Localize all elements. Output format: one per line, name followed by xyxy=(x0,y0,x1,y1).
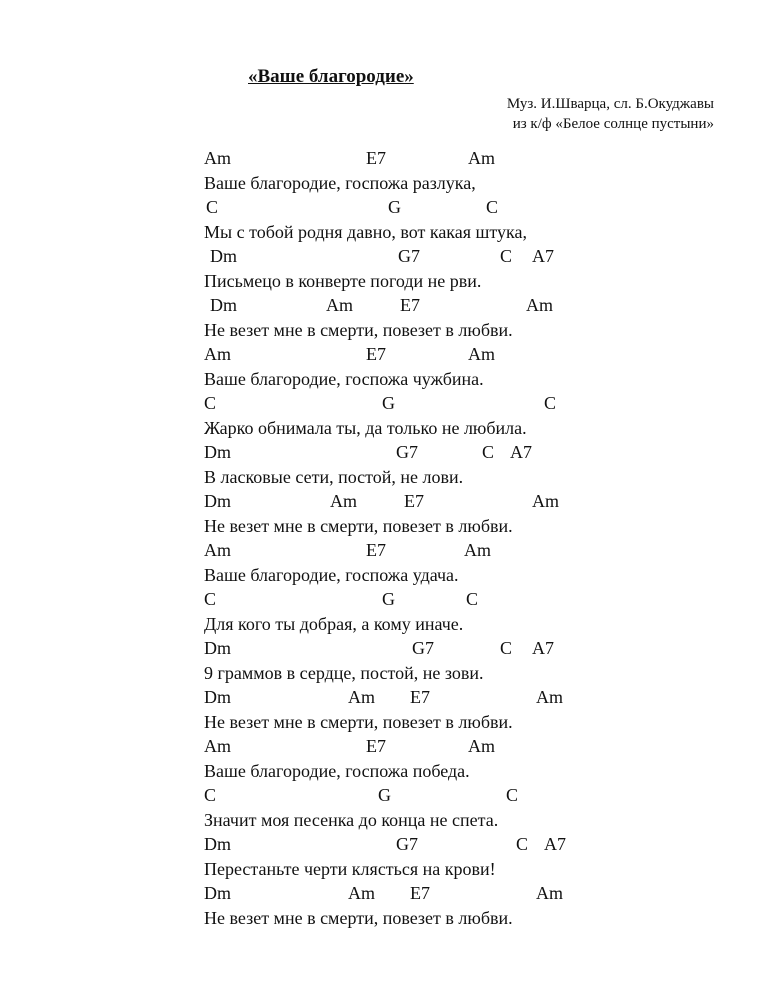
chord-line xyxy=(204,489,724,514)
chord-line xyxy=(204,244,724,269)
chord: G7 xyxy=(398,246,420,266)
lyric-text: Жарко обнимала ты, да только не любила. xyxy=(204,417,527,438)
chord: Am xyxy=(536,883,563,903)
chord: Am xyxy=(204,344,231,364)
lyric-line xyxy=(204,857,724,882)
chord: G7 xyxy=(412,638,434,658)
chord: E7 xyxy=(366,736,386,756)
chord: G xyxy=(382,589,395,609)
chord: Am xyxy=(532,491,559,511)
lyric-line xyxy=(204,416,724,441)
chord: C xyxy=(204,393,217,413)
chord: C xyxy=(500,246,513,266)
chord-line xyxy=(204,587,724,612)
lyric-text: 9 граммов в сердце, постой, не зови. xyxy=(204,662,484,683)
verse xyxy=(204,734,724,930)
lyric-line xyxy=(204,661,724,686)
chord: Am xyxy=(536,687,563,707)
chord-line xyxy=(204,440,724,465)
chord: G xyxy=(382,393,395,413)
verse xyxy=(204,342,724,538)
lyric-line xyxy=(204,906,724,931)
lyric-text: Ваше благородие, госпожа разлука, xyxy=(204,172,476,193)
chord: A7 xyxy=(532,246,554,266)
chord: Dm xyxy=(204,442,231,462)
chord: Dm xyxy=(210,246,237,266)
chord: Am xyxy=(526,295,553,315)
lyric-line xyxy=(204,710,724,735)
chord: E7 xyxy=(410,883,430,903)
chord: Dm xyxy=(204,834,231,854)
chord: E7 xyxy=(366,148,386,168)
chord: Am xyxy=(204,736,231,756)
chord-line xyxy=(204,636,724,661)
chord: Am xyxy=(468,736,495,756)
chord: Am xyxy=(464,540,491,560)
chord: C xyxy=(544,393,557,413)
chord: Am xyxy=(330,491,357,511)
chord: A7 xyxy=(544,834,566,854)
chord: G xyxy=(388,197,401,217)
chord-line xyxy=(204,734,724,759)
chord: Am xyxy=(204,148,231,168)
lyric-text: Ваше благородие, госпожа удача. xyxy=(204,564,459,585)
lyric-line xyxy=(204,171,724,196)
chord-line xyxy=(204,293,724,318)
lyric-text: Мы с тобой родня давно, вот какая штука, xyxy=(204,221,527,242)
lyric-text: В ласковые сети, постой, не лови. xyxy=(204,466,464,487)
chord: C xyxy=(204,589,217,609)
lyric-line xyxy=(204,465,724,490)
lyric-line xyxy=(204,808,724,833)
chord: A7 xyxy=(532,638,554,658)
chord-line xyxy=(204,783,724,808)
lyric-text: Не везет мне в смерти, повезет в любви. xyxy=(204,515,513,536)
chord: C xyxy=(506,785,519,805)
chord: Am xyxy=(468,344,495,364)
chord: Dm xyxy=(204,491,231,511)
chord-line xyxy=(204,146,724,171)
chord: Am xyxy=(468,148,495,168)
chord: C xyxy=(466,589,479,609)
chord: A7 xyxy=(510,442,532,462)
chord: Am xyxy=(348,687,375,707)
lyric-text: Не везет мне в смерти, повезет в любви. xyxy=(204,711,513,732)
lyric-line xyxy=(204,367,724,392)
chord: E7 xyxy=(366,344,386,364)
lyric-text: Перестаньте черти клясться на крови! xyxy=(204,858,496,879)
credit-music-lyrics: Муз. И.Шварца, сл. Б.Окуджавы xyxy=(506,96,714,112)
chord: Dm xyxy=(204,883,231,903)
lyric-text: Не везет мне в смерти, повезет в любви. xyxy=(204,319,513,340)
chord-line xyxy=(204,195,724,220)
credit-film: из к/ф «Белое солнце пустыни» xyxy=(512,116,714,132)
chord-line xyxy=(204,538,724,563)
chord: Am xyxy=(326,295,353,315)
chord: Am xyxy=(204,540,231,560)
lyric-line xyxy=(204,514,724,539)
chord-line xyxy=(204,391,724,416)
chord: Am xyxy=(348,883,375,903)
chord: C xyxy=(500,638,513,658)
lyric-text: Не везет мне в смерти, повезет в любви. xyxy=(204,907,513,928)
verse xyxy=(204,538,724,734)
lyric-text: Значит моя песенка до конца не спета. xyxy=(204,809,499,830)
chord: C xyxy=(482,442,495,462)
lyric-line xyxy=(204,759,724,784)
verse xyxy=(204,146,724,342)
lyric-text: Для кого ты добрая, а кому иначе. xyxy=(204,613,464,634)
lyric-line xyxy=(204,269,724,294)
chord: C xyxy=(516,834,529,854)
lyric-line xyxy=(204,318,724,343)
chord: E7 xyxy=(410,687,430,707)
lyric-line xyxy=(204,563,724,588)
lyric-text: Ваше благородие, госпожа чужбина. xyxy=(204,368,484,389)
song-title: «Ваше благородие» xyxy=(248,66,414,87)
chord: C xyxy=(204,785,217,805)
chord: G xyxy=(378,785,391,805)
chord: Dm xyxy=(204,687,231,707)
chord: E7 xyxy=(404,491,424,511)
lyric-line xyxy=(204,220,724,245)
chord: G7 xyxy=(396,442,418,462)
chord: E7 xyxy=(366,540,386,560)
lyric-text: Письмецо в конверте погоди не рви. xyxy=(204,270,482,291)
chord: G7 xyxy=(396,834,418,854)
chord: C xyxy=(486,197,499,217)
chord: C xyxy=(206,197,219,217)
chord-line xyxy=(204,685,724,710)
chord-line xyxy=(204,881,724,906)
chord: Dm xyxy=(204,638,231,658)
lyric-text: Ваше благородие, госпожа победа. xyxy=(204,760,470,781)
chord: E7 xyxy=(400,295,420,315)
lyric-line xyxy=(204,612,724,637)
chord: Dm xyxy=(210,295,237,315)
chord-line xyxy=(204,342,724,367)
chord-line xyxy=(204,832,724,857)
